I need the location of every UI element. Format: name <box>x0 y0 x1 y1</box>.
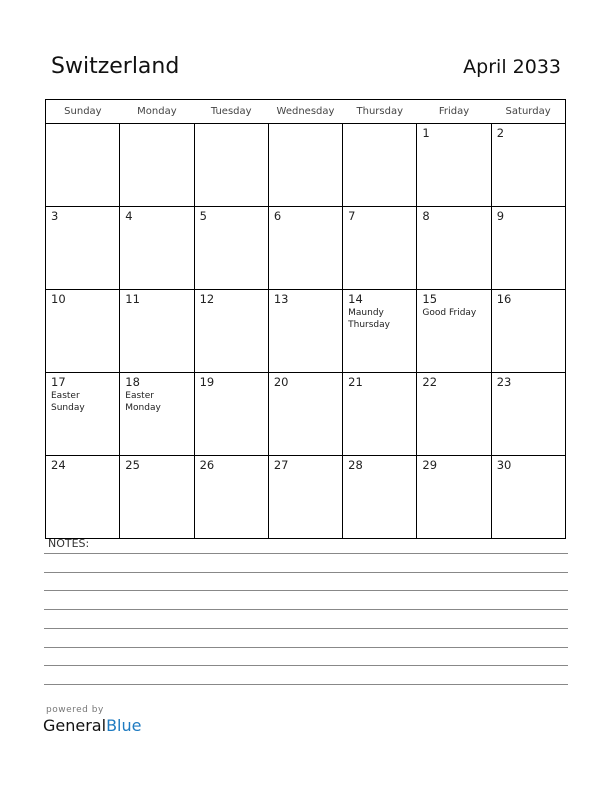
day-cell <box>268 373 342 456</box>
day-number: 8 <box>422 209 430 223</box>
weekday-friday: Friday <box>417 100 491 124</box>
day-number: 30 <box>496 458 512 472</box>
day-number: 15 <box>422 292 438 306</box>
day-cell <box>194 124 268 207</box>
day-cell <box>46 290 120 373</box>
powered-by-text: powered by <box>46 705 104 715</box>
day-cell <box>417 290 491 373</box>
day-number: 9 <box>496 209 505 223</box>
day-cell <box>268 207 342 290</box>
note-line <box>44 553 568 554</box>
day-cell <box>343 290 417 373</box>
holiday-label: Easter Sunday <box>51 391 85 413</box>
week-row <box>46 456 566 539</box>
day-number: 17 <box>51 375 66 389</box>
day-cell <box>491 207 565 290</box>
day-number: 21 <box>348 375 363 389</box>
day-cell <box>120 207 194 290</box>
day-number: 3 <box>51 209 59 223</box>
day-number: 29 <box>422 458 438 472</box>
day-cell <box>120 456 194 539</box>
day-cell <box>417 456 491 539</box>
day-cell <box>417 373 491 456</box>
day-cell <box>343 124 417 207</box>
day-number: 12 <box>199 292 215 306</box>
day-number: 10 <box>51 292 66 306</box>
weekday-sunday: Sunday <box>46 100 120 124</box>
day-cell <box>120 290 194 373</box>
holiday-label: Good Friday <box>422 308 477 318</box>
day-cell <box>491 124 565 207</box>
day-number: 14 <box>348 292 363 306</box>
weekday-wednesday: Wednesday <box>268 100 342 124</box>
day-number: 22 <box>422 375 438 389</box>
day-number: 27 <box>273 458 289 472</box>
brand-blue: Blue <box>106 716 142 735</box>
day-cell <box>343 456 417 539</box>
note-line <box>44 590 568 591</box>
week-row <box>46 373 566 456</box>
day-number: 2 <box>496 126 505 140</box>
day-cell <box>46 373 120 456</box>
day-number: 18 <box>125 375 140 389</box>
note-line <box>44 628 568 629</box>
note-line <box>44 572 568 573</box>
weekday-monday: Monday <box>120 100 194 124</box>
day-cell <box>343 373 417 456</box>
note-line <box>44 665 568 666</box>
week-row <box>46 207 566 290</box>
note-line <box>44 684 568 685</box>
day-cell <box>268 456 342 539</box>
day-number: 13 <box>273 292 289 306</box>
day-cell <box>268 290 342 373</box>
day-cell <box>194 207 268 290</box>
weekday-tuesday: Tuesday <box>194 100 268 124</box>
day-number: 28 <box>348 458 363 472</box>
generalblue-logo <box>43 716 141 735</box>
holiday-label: Maundy Thursday <box>348 308 390 330</box>
day-number: 16 <box>496 292 512 306</box>
day-cell <box>343 207 417 290</box>
weekday-saturday: Saturday <box>491 100 565 124</box>
day-cell <box>491 456 565 539</box>
day-cell <box>491 290 565 373</box>
notes-label: NOTES: <box>48 537 90 550</box>
country-title: Switzerland <box>51 54 180 79</box>
day-cell <box>120 124 194 207</box>
day-number: 7 <box>348 209 356 223</box>
day-cell <box>46 207 120 290</box>
day-number: 20 <box>273 375 289 389</box>
day-cell <box>417 124 491 207</box>
week-row <box>46 290 566 373</box>
day-cell <box>417 207 491 290</box>
day-number: 23 <box>496 375 512 389</box>
day-number: 1 <box>422 126 430 140</box>
weekday-header-row <box>46 100 566 124</box>
day-cell <box>268 124 342 207</box>
day-cell <box>491 373 565 456</box>
note-line <box>44 609 568 610</box>
day-cell <box>194 373 268 456</box>
day-cell <box>120 373 194 456</box>
week-row <box>46 124 566 207</box>
day-number: 6 <box>273 209 282 223</box>
day-number: 25 <box>125 458 140 472</box>
holiday-label: Easter Monday <box>125 391 161 413</box>
brand-general: General <box>43 716 107 735</box>
day-number: 5 <box>199 209 207 223</box>
day-number: 26 <box>199 458 215 472</box>
day-number: 19 <box>199 375 215 389</box>
day-number: 4 <box>125 209 133 223</box>
day-number: 11 <box>125 292 140 306</box>
calendar-grid <box>45 99 566 539</box>
day-number: 24 <box>51 458 66 472</box>
day-cell <box>46 124 120 207</box>
weekday-thursday: Thursday <box>343 100 417 124</box>
day-cell <box>194 290 268 373</box>
day-cell <box>46 456 120 539</box>
month-year-title: April 2033 <box>463 56 561 78</box>
day-cell <box>194 456 268 539</box>
note-line <box>44 647 568 648</box>
